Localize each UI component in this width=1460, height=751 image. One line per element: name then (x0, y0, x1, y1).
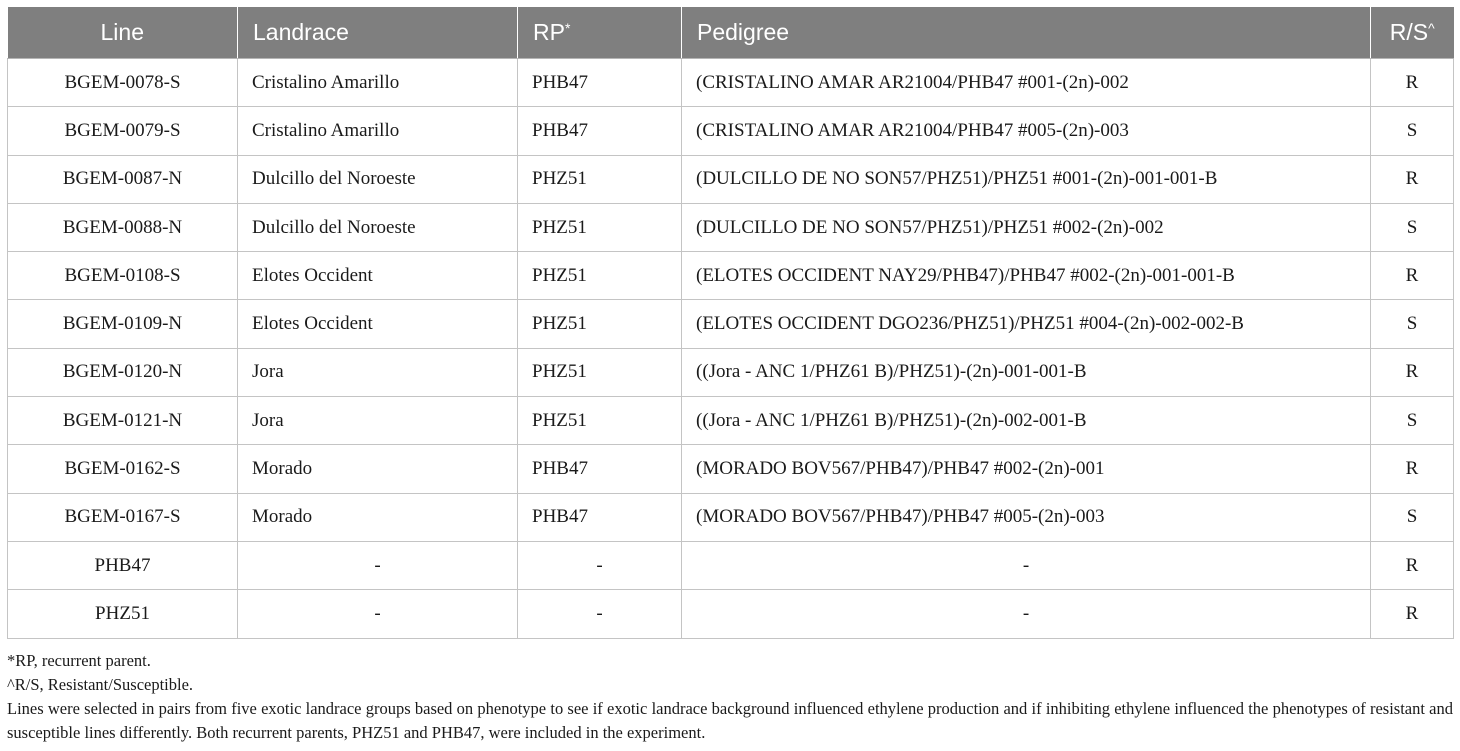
footnote-description: Lines were selected in pairs from five exotic landrace groups based on phenotype to see if exotic landrace background influenced ethylene production and if inhibiting ethylene influenced the phenotypes of resistant and susceptible lines differently. Both recurrent parents, PHZ51 and PHB47, were included in the experiment. (7, 699, 1453, 742)
cell-line: BGEM-0079-S (8, 107, 238, 155)
cell-rs: R (1371, 445, 1454, 493)
column-header-landrace (238, 7, 518, 59)
table-header-row (8, 7, 1454, 59)
cell-rs: R (1371, 155, 1454, 203)
table-row (8, 445, 1454, 493)
cell-rp: - (518, 590, 682, 638)
cell-rp: PHB47 (518, 445, 682, 493)
cell-line: BGEM-0167-S (8, 493, 238, 541)
rp-footnote-marker: * (564, 20, 571, 36)
cell-rs: R (1371, 252, 1454, 300)
cell-line: PHZ51 (8, 590, 238, 638)
cell-rp: PHB47 (518, 493, 682, 541)
cell-rp: PHZ51 (518, 300, 682, 348)
cell-line: BGEM-0121-N (8, 397, 238, 445)
table-row (8, 252, 1454, 300)
cell-landrace: Jora (238, 348, 518, 396)
cell-line: BGEM-0109-N (8, 300, 238, 348)
cell-pedigree: (CRISTALINO AMAR AR21004/PHB47 #005-(2n)-003 (682, 107, 1371, 155)
cell-pedigree: (ELOTES OCCIDENT DGO236/PHZ51)/PHZ51 #004-(2n)-002-002-B (682, 300, 1371, 348)
column-header-rs-label: R/S (1389, 19, 1429, 45)
table-row (8, 59, 1454, 107)
column-header-rp (518, 7, 682, 59)
cell-rs: R (1371, 590, 1454, 638)
cell-rs: S (1371, 493, 1454, 541)
table-row (8, 155, 1454, 203)
column-header-pedigree-label: Pedigree (697, 19, 790, 45)
cell-rp: PHZ51 (518, 252, 682, 300)
cell-rs: R (1371, 541, 1454, 589)
cell-landrace: Dulcillo del Noroeste (238, 203, 518, 251)
cell-pedigree: - (682, 590, 1371, 638)
cell-rp: PHZ51 (518, 203, 682, 251)
cell-rp: PHB47 (518, 59, 682, 107)
footnote-rp: *RP, recurrent parent. (7, 651, 151, 670)
cell-rp: PHZ51 (518, 348, 682, 396)
cell-landrace: Morado (238, 493, 518, 541)
rs-footnote-marker: ^ (1428, 20, 1435, 36)
table-row (8, 493, 1454, 541)
cell-line: BGEM-0087-N (8, 155, 238, 203)
cell-pedigree: ((Jora - ANC 1/PHZ61 B)/PHZ51)-(2n)-002-001-B (682, 397, 1371, 445)
footnote-rs: ^R/S, Resistant/Susceptible. (7, 675, 194, 694)
cell-rp: PHB47 (518, 107, 682, 155)
table-row (8, 590, 1454, 638)
table-row (8, 541, 1454, 589)
cell-landrace: Cristalino Amarillo (238, 107, 518, 155)
cell-landrace: - (238, 541, 518, 589)
cell-landrace: Elotes Occident (238, 252, 518, 300)
cell-line: BGEM-0120-N (8, 348, 238, 396)
table-row (8, 203, 1454, 251)
column-header-pedigree (682, 7, 1371, 59)
cell-pedigree: (MORADO BOV567/PHB47)/PHB47 #002-(2n)-001 (682, 445, 1371, 493)
cell-pedigree: (ELOTES OCCIDENT NAY29/PHB47)/PHB47 #002-(2n)-001-001-B (682, 252, 1371, 300)
table-footnotes (7, 649, 1453, 745)
column-header-rs (1371, 7, 1454, 59)
cell-rp: PHZ51 (518, 155, 682, 203)
cell-landrace: Jora (238, 397, 518, 445)
cell-landrace: - (238, 590, 518, 638)
cell-rp: - (518, 541, 682, 589)
table-row (8, 397, 1454, 445)
column-header-line (8, 7, 238, 59)
table-row (8, 348, 1454, 396)
cell-line: BGEM-0088-N (8, 203, 238, 251)
cell-rs: R (1371, 59, 1454, 107)
cell-line: BGEM-0108-S (8, 252, 238, 300)
cell-pedigree: (DULCILLO DE NO SON57/PHZ51)/PHZ51 #001-(2n)-001-001-B (682, 155, 1371, 203)
cell-rs: R (1371, 348, 1454, 396)
cell-line: BGEM-0078-S (8, 59, 238, 107)
cell-landrace: Morado (238, 445, 518, 493)
cell-landrace: Cristalino Amarillo (238, 59, 518, 107)
cell-line: PHB47 (8, 541, 238, 589)
cell-rs: S (1371, 203, 1454, 251)
cell-pedigree: - (682, 541, 1371, 589)
cell-pedigree: (MORADO BOV567/PHB47)/PHB47 #005-(2n)-003 (682, 493, 1371, 541)
cell-landrace: Elotes Occident (238, 300, 518, 348)
cell-rs: S (1371, 107, 1454, 155)
cell-pedigree: (DULCILLO DE NO SON57/PHZ51)/PHZ51 #002-(2n)-002 (682, 203, 1371, 251)
cell-line: BGEM-0162-S (8, 445, 238, 493)
table-row (8, 300, 1454, 348)
cell-pedigree: (CRISTALINO AMAR AR21004/PHB47 #001-(2n)-002 (682, 59, 1371, 107)
cell-landrace: Dulcillo del Noroeste (238, 155, 518, 203)
cell-rp: PHZ51 (518, 397, 682, 445)
column-header-rp-label: RP (533, 19, 565, 45)
cell-pedigree: ((Jora - ANC 1/PHZ61 B)/PHZ51)-(2n)-001-001-B (682, 348, 1371, 396)
table-row (8, 107, 1454, 155)
column-header-landrace-label: Landrace (253, 19, 349, 45)
cell-rs: S (1371, 397, 1454, 445)
pedigree-table (7, 7, 1454, 639)
cell-rs: S (1371, 300, 1454, 348)
column-header-line-label: Line (100, 19, 144, 45)
